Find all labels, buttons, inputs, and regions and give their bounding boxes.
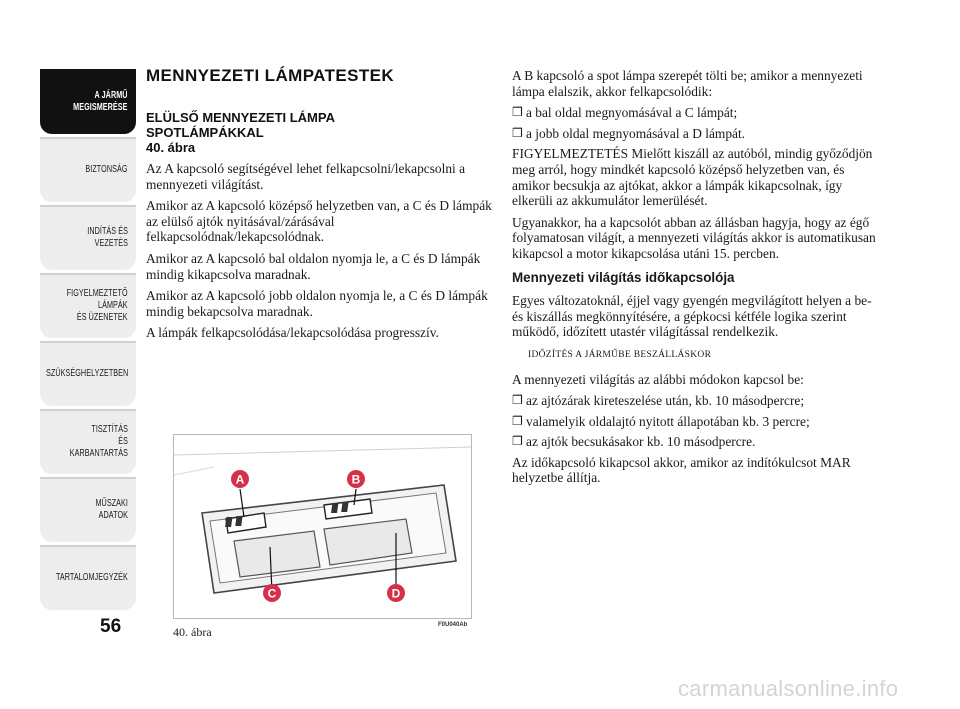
paragraph: Amikor az A kapcsoló bal oldalon nyomja le, a C és D lámpák mindig kikapcsolva maradnak. (146, 250, 481, 282)
tab-tisztitas-es-karbantartas[interactable] (40, 410, 136, 474)
figure-40 (173, 434, 472, 619)
paragraph: Egyes változatoknál, éjjel vagy gyengén megvilágított helyen a be- és kiszállás megkönnyítésére, a gépkocsi kétféle logika szerint működő, időzített utastér világítással rendelkezik. (512, 293, 872, 340)
marker-label-d: D (391, 586, 401, 601)
bullet-box-icon: ❒ (512, 434, 523, 449)
paragraph: Ugyanakkor, ha a kapcsolót abban az állásban hagyja, hogy az égő folyamatosan világít, a mennyezeti világítás akkor is automatikusan kikapcsol a motor kikapcsolása utáni 15. percben. (512, 214, 876, 261)
paragraph: A mennyezeti világítás az alábbi módokon kapcsol be: (512, 371, 804, 387)
tab-label: BIZTONSÁG (85, 164, 128, 175)
subheading: Mennyezeti világítás időkapcsolója (512, 269, 735, 285)
tab-biztonsag[interactable] (40, 138, 136, 202)
left-column (146, 66, 502, 347)
list-item-text: az ajtózárak kireteszelése után, kb. 10 másodpercre; (526, 393, 805, 409)
list-item-text: az ajtók becsukásakor kb. 10 másodpercre. (526, 434, 756, 450)
tab-label: A JÁRMŰ MEGISMERÉSE (73, 90, 128, 113)
list-item (512, 393, 884, 409)
marker-d (387, 584, 405, 602)
subsection-title: ELÜLSŐ MENNYEZETI LÁMPA SPOTLÁMPÁKKAL 40. ábra (146, 110, 335, 155)
bullet-box-icon: ❒ (512, 105, 523, 120)
marker-label-c: C (267, 586, 277, 601)
list-item (512, 105, 884, 121)
paragraph: A B kapcsoló a spot lámpa szerepét tölti be; amikor a mennyezeti lámpa elalszik, akkor felkapcsolódik: (512, 68, 863, 99)
paragraph: Amikor az A kapcsoló középső helyzetben van, a C és D lámpák az elülső ajtók nyitásával/zárásával felkapcsolódnak/lekapcsolódnak. (146, 198, 492, 245)
tab-label: FIGYELMEZTETŐ LÁMPÁK ÉS ÜZENETEK (67, 288, 128, 323)
tab-label: SZÜKSÉGHELYZETBEN (45, 368, 128, 379)
paragraph: Amikor az A kapcsoló jobb oldalon nyomja le, a C és D lámpák mindig bekapcsolva maradnak. (146, 288, 488, 319)
list-item-text: valamelyik oldalajtó nyitott állapotában kb. 3 percre; (526, 413, 810, 429)
bullet-box-icon: ❒ (512, 125, 523, 140)
caps-heading: IDŐZÍTÉS A JÁRMŰBE BESZÁLLÁSKOR (528, 349, 712, 360)
tab-a-jarmu-megismerese[interactable] (40, 70, 136, 134)
marker-label-b: B (351, 472, 361, 487)
page-number: 56 (100, 616, 122, 637)
figure-caption: 40. ábra (173, 625, 212, 639)
list-item (512, 126, 884, 142)
tab-label: TISZTÍTÁS ÉS KARBANTARTÁS (69, 424, 128, 459)
marker-label-a: A (235, 472, 245, 487)
marker-b (347, 470, 365, 488)
bullet-box-icon: ❒ (512, 413, 523, 428)
watermark: carmanualsonline.info (678, 676, 899, 701)
tab-tartalomjegyzek[interactable] (40, 546, 136, 610)
tab-szukseghelyzetben[interactable] (40, 342, 136, 406)
tab-label: INDÍTÁS ÉS VEZETÉS (87, 226, 128, 249)
ceiling-lamp-illustration (174, 435, 472, 619)
list-item (512, 414, 884, 430)
list-item (512, 434, 884, 450)
list-item-text: a bal oldal megnyomásával a C lámpát; (526, 105, 738, 121)
right-column (512, 68, 884, 492)
section-title: MENNYEZETI LÁMPATESTEK (146, 66, 395, 85)
paragraph: Az időkapcsoló kikapcsol akkor, amikor az indítókulcsot MAR helyzetbe állítja. (512, 454, 851, 486)
tab-muszaki-adatok[interactable] (40, 478, 136, 542)
chapter-tabs (40, 70, 136, 614)
list-item-text: a jobb oldal megnyomásával a D lámpát. (526, 125, 746, 141)
marker-c (263, 584, 281, 602)
paragraph: A lámpák felkapcsolódása/lekapcsolódása progresszív. (146, 325, 439, 341)
warning-paragraph: FIGYELMEZTETÉS Mielőtt kiszáll az autóból, mindig győződjön meg arról, hogy mindkét kapcsoló középső helyzetben van, és amikor becsukja az ajtókat, akkor a lámpák kikapcsolnak, így elkerüli az akkumulátor lemerülését. (512, 146, 873, 209)
tab-figyelmezteto-lampak[interactable] (40, 274, 136, 338)
bullet-box-icon: ❒ (512, 393, 523, 408)
tab-label: MŰSZAKI ADATOK (95, 498, 128, 521)
paragraph: Az A kapcsoló segítségével lehet felkapcsolni/lekapcsolni a mennyezeti világítást. (146, 161, 466, 192)
figure-code: F0U040Ab (438, 622, 468, 628)
tab-inditas-es-vezetes[interactable] (40, 206, 136, 270)
tab-label: TARTALOMJEGYZÉK (56, 572, 128, 583)
marker-a (231, 470, 249, 488)
